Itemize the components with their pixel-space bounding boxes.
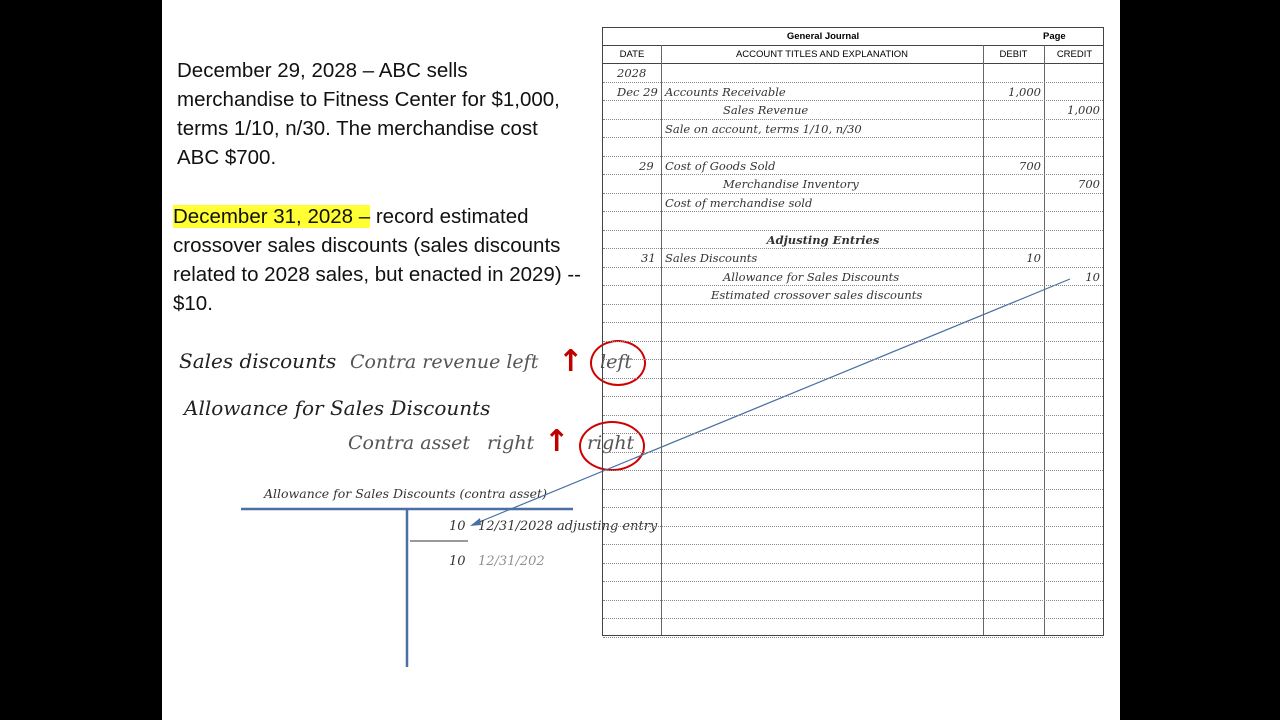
note-contra-asset: Contra asset: [348, 432, 471, 454]
note-sales-discounts: Sales discounts: [179, 349, 337, 373]
row-account: Cost of Goods Sold: [665, 158, 776, 173]
journal-row: [603, 101, 1103, 120]
journal-row: [603, 231, 1103, 250]
header-credit: CREDIT: [1056, 49, 1093, 60]
journal-page-label: Page: [1043, 31, 1066, 42]
note-contra-revenue: Contra revenue left: [350, 351, 539, 373]
general-journal: [602, 27, 1104, 636]
row-account: Sales Discounts: [665, 251, 758, 265]
journal-row-empty: [603, 434, 1103, 453]
paragraph-2-text: record estimated crossover sales discounts (sales discounts related to 2028 sales, but enacted in 2029) -- $10.: [173, 205, 581, 315]
journal-row: [603, 268, 1103, 287]
slide: [162, 0, 1120, 720]
journal-row-empty: [603, 490, 1103, 509]
row-section-title: Adjusting Entries: [766, 232, 880, 247]
row-account: Merchandise Inventory: [723, 177, 859, 191]
journal-header-row: [603, 45, 1103, 64]
journal-title-bar: [603, 28, 1103, 46]
journal-row-empty: [603, 305, 1103, 324]
row-credit: 700: [1078, 177, 1100, 191]
row-account: Sale on account, terms 1/10, n/30: [665, 121, 862, 136]
journal-title: General Journal: [786, 31, 860, 42]
journal-row-empty: [603, 619, 1103, 638]
journal-row: [603, 194, 1103, 213]
journal-row-empty: [603, 360, 1103, 379]
red-up-arrow-icon: ↑: [544, 424, 570, 459]
highlighted-date: December 31, 2028 –: [173, 205, 371, 228]
row-date: 31: [641, 251, 656, 265]
journal-row: [603, 286, 1103, 305]
journal-row-empty: [603, 582, 1103, 601]
journal-row-empty: [603, 416, 1103, 435]
journal-row-empty: [603, 342, 1103, 361]
journal-row: [603, 175, 1103, 194]
intro-paragraph-1: December 29, 2028 – ABC sells merchandise to Fitness Center for $1,000, terms 1/10, n/30. The merchandise cost ABC $700.: [177, 59, 560, 169]
note-left-circled: left: [600, 351, 632, 373]
row-account: Cost of merchandise sold: [665, 195, 813, 210]
row-debit: 10: [1026, 251, 1041, 265]
note-right: right: [487, 432, 535, 454]
red-up-arrow-icon: ↑: [558, 344, 584, 379]
t-account-amount-1: 10: [449, 519, 466, 534]
journal-row: [603, 120, 1103, 139]
t-account-amount-2: 10: [449, 554, 466, 569]
journal-row-empty: [603, 527, 1103, 546]
row-account: Estimated crossover sales discounts: [711, 288, 923, 302]
journal-row-empty: [603, 379, 1103, 398]
t-account-desc-2: 12/31/202: [478, 554, 545, 569]
journal-row-empty: [603, 323, 1103, 342]
note-allowance: Allowance for Sales Discounts: [184, 396, 491, 420]
journal-row: [603, 157, 1103, 176]
row-date: Dec 29: [617, 84, 658, 99]
journal-row-empty: [603, 601, 1103, 620]
t-account-title: Allowance for Sales Discounts (contra asset): [264, 486, 547, 501]
journal-row: [603, 212, 1103, 231]
header-account: ACCOUNT TITLES AND EXPLANATION: [735, 49, 909, 60]
header-debit: DEBIT: [999, 49, 1028, 60]
journal-row: [603, 83, 1103, 102]
row-account: Allowance for Sales Discounts: [723, 269, 900, 284]
note-right-circled: right: [587, 432, 635, 454]
header-date: DATE: [619, 49, 645, 60]
row-debit: 1,000: [1008, 84, 1041, 99]
journal-row-empty: [603, 471, 1103, 490]
journal-row: [603, 249, 1103, 268]
row-date: 29: [639, 158, 654, 173]
row-date: 2028: [617, 66, 647, 80]
row-account: Accounts Receivable: [665, 84, 786, 99]
journal-row-empty: [603, 453, 1103, 472]
journal-row: [603, 138, 1103, 157]
journal-row-empty: [603, 397, 1103, 416]
journal-row-empty: [603, 508, 1103, 527]
journal-row: [603, 64, 1103, 83]
t-account-desc-1: 12/31/2028 adjusting entry: [478, 519, 658, 534]
row-credit: 1,000: [1067, 103, 1100, 117]
row-credit: 10: [1085, 269, 1100, 284]
row-debit: 700: [1019, 158, 1041, 173]
journal-row-empty: [603, 564, 1103, 583]
row-account: Sales Revenue: [723, 103, 809, 117]
journal-row-empty: [603, 545, 1103, 564]
